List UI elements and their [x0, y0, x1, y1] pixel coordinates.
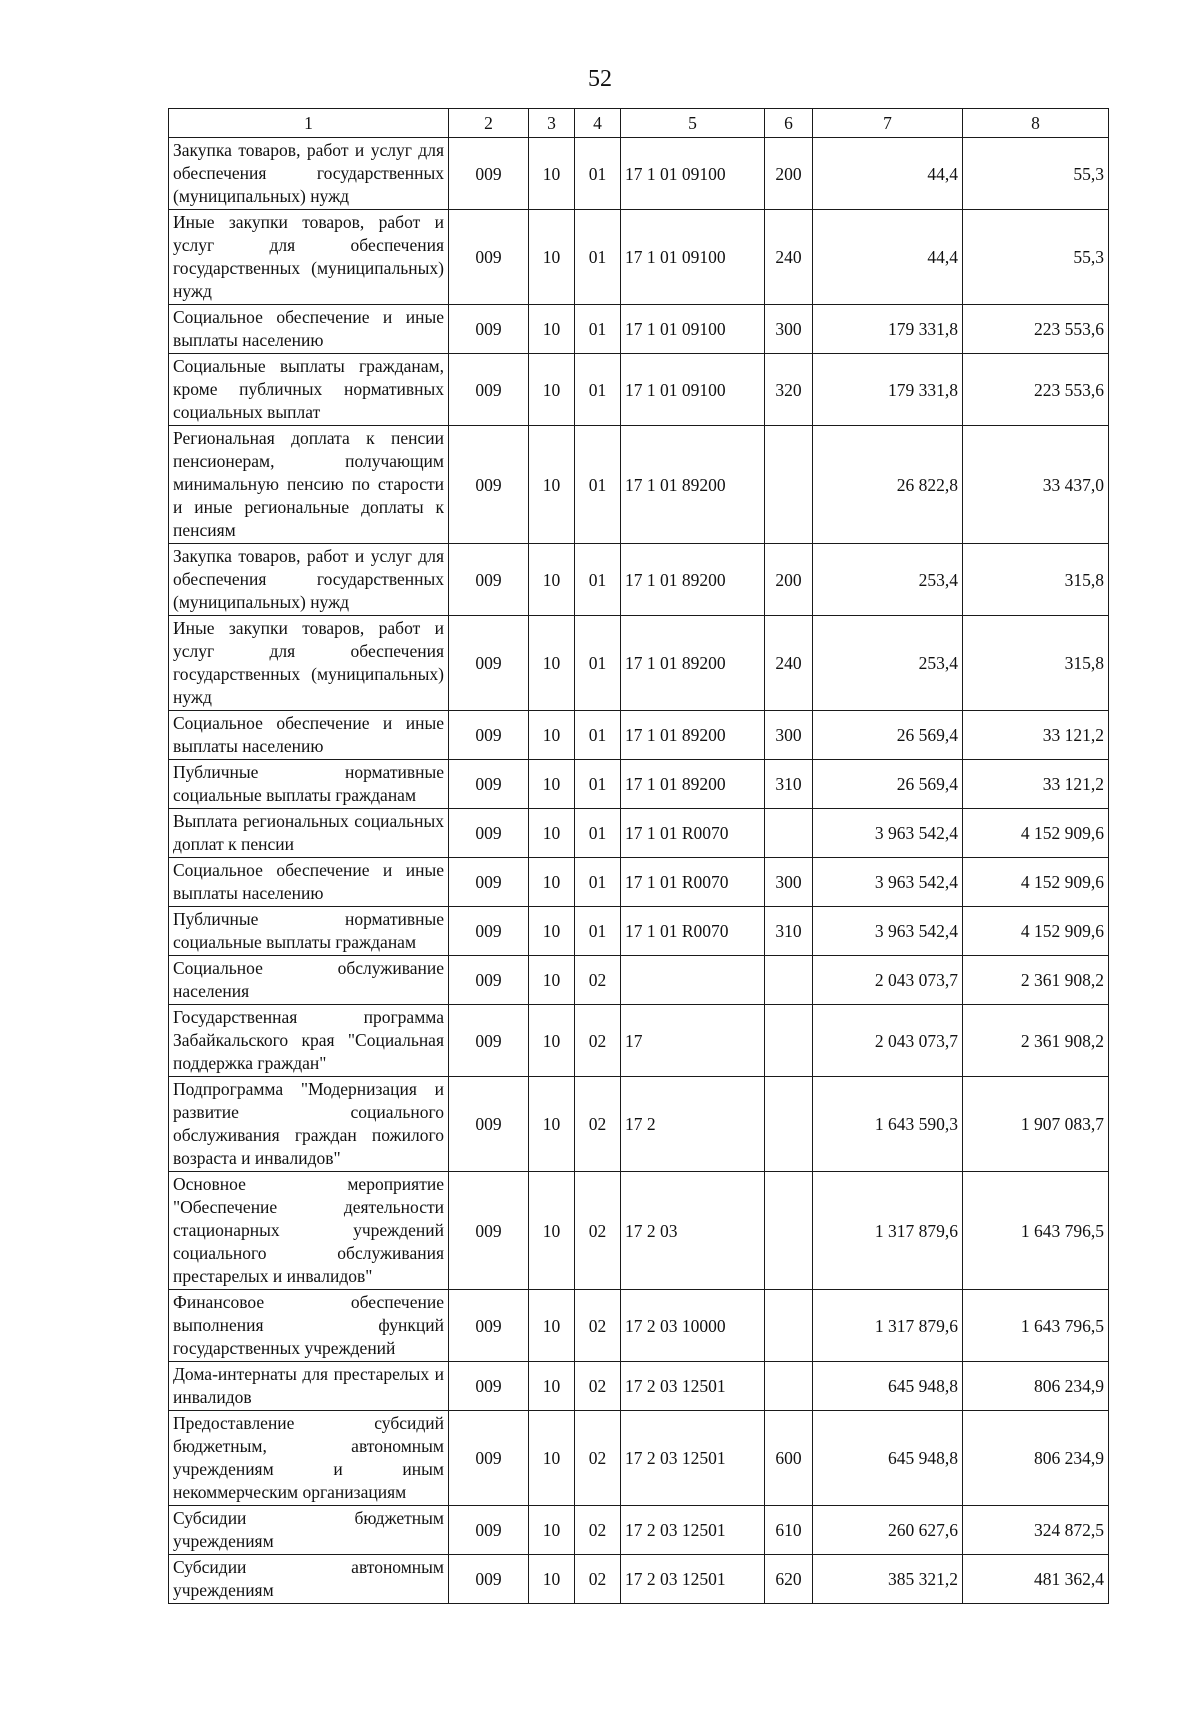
row-name-cell: Основное мероприятие "Обеспечение деятельности стационарных учреждений социального обслуживания престарелых и инвалидов" — [169, 1172, 449, 1290]
row-name-cell: Субсидии автономным учреждениям — [169, 1555, 449, 1604]
amount-cell: 253,4 — [813, 616, 963, 711]
ministry-code-cell: 009 — [449, 616, 529, 711]
subsection-code-cell: 02 — [575, 956, 621, 1005]
subsection-code-cell: 01 — [575, 858, 621, 907]
section-code-cell: 10 — [529, 616, 575, 711]
expense-type-cell — [765, 1005, 813, 1077]
subsection-code-cell: 01 — [575, 426, 621, 544]
amount-cell: 33 437,0 — [963, 426, 1109, 544]
amount-cell: 33 121,2 — [963, 760, 1109, 809]
subsection-code-cell: 01 — [575, 544, 621, 616]
amount-cell: 1 317 879,6 — [813, 1290, 963, 1362]
row-name-cell: Социальное обеспечение и иные выплаты населению — [169, 305, 449, 354]
subsection-code-cell: 02 — [575, 1362, 621, 1411]
expense-type-cell: 300 — [765, 858, 813, 907]
amount-cell: 806 234,9 — [963, 1411, 1109, 1506]
target-article-cell: 17 1 01 09100 — [621, 138, 765, 210]
ministry-code-cell: 009 — [449, 210, 529, 305]
amount-cell: 3 963 542,4 — [813, 907, 963, 956]
table-row — [169, 1077, 1109, 1172]
target-article-cell: 17 1 01 R0070 — [621, 858, 765, 907]
amount-cell: 179 331,8 — [813, 354, 963, 426]
section-code-cell: 10 — [529, 1077, 575, 1172]
amount-cell: 481 362,4 — [963, 1555, 1109, 1604]
target-article-cell: 17 1 01 R0070 — [621, 809, 765, 858]
amount-cell: 4 152 909,6 — [963, 809, 1109, 858]
ministry-code-cell: 009 — [449, 1172, 529, 1290]
section-code-cell: 10 — [529, 1555, 575, 1604]
table-row — [169, 138, 1109, 210]
table-header-row — [169, 109, 1109, 138]
row-name-cell: Социальное обеспечение и иные выплаты населению — [169, 858, 449, 907]
table-row — [169, 616, 1109, 711]
amount-cell: 26 822,8 — [813, 426, 963, 544]
table-row — [169, 354, 1109, 426]
amount-cell: 806 234,9 — [963, 1362, 1109, 1411]
subsection-code-cell: 01 — [575, 354, 621, 426]
amount-cell: 44,4 — [813, 210, 963, 305]
expense-type-cell: 600 — [765, 1411, 813, 1506]
amount-cell: 179 331,8 — [813, 305, 963, 354]
row-name-cell: Предоставление субсидий бюджетным, автономным учреждениям и иным некоммерческим организациям — [169, 1411, 449, 1506]
amount-cell: 26 569,4 — [813, 760, 963, 809]
amount-cell: 2 361 908,2 — [963, 1005, 1109, 1077]
amount-cell: 4 152 909,6 — [963, 858, 1109, 907]
ministry-code-cell: 009 — [449, 1362, 529, 1411]
section-code-cell: 10 — [529, 1172, 575, 1290]
table-row — [169, 711, 1109, 760]
row-name-cell: Социальные выплаты гражданам, кроме публичных нормативных социальных выплат — [169, 354, 449, 426]
amount-cell: 223 553,6 — [963, 305, 1109, 354]
row-name-cell: Публичные нормативные социальные выплаты гражданам — [169, 907, 449, 956]
target-article-cell: 17 1 01 89200 — [621, 616, 765, 711]
subsection-code-cell: 01 — [575, 305, 621, 354]
table-row — [169, 956, 1109, 1005]
amount-cell: 3 963 542,4 — [813, 858, 963, 907]
table-row — [169, 1005, 1109, 1077]
table-row — [169, 1555, 1109, 1604]
table-row — [169, 760, 1109, 809]
amount-cell: 26 569,4 — [813, 711, 963, 760]
target-article-cell: 17 1 01 89200 — [621, 711, 765, 760]
row-name-cell: Финансовое обеспечение выполнения функций государственных учреждений — [169, 1290, 449, 1362]
ministry-code-cell: 009 — [449, 354, 529, 426]
target-article-cell: 17 2 03 — [621, 1172, 765, 1290]
subsection-code-cell: 01 — [575, 907, 621, 956]
target-article-cell: 17 1 01 09100 — [621, 305, 765, 354]
expense-type-cell: 300 — [765, 711, 813, 760]
amount-cell: 1 643 796,5 — [963, 1172, 1109, 1290]
subsection-code-cell: 01 — [575, 809, 621, 858]
section-code-cell: 10 — [529, 809, 575, 858]
ministry-code-cell: 009 — [449, 711, 529, 760]
column-header: 8 — [963, 109, 1109, 138]
expense-type-cell: 200 — [765, 544, 813, 616]
target-article-cell: 17 2 03 12501 — [621, 1411, 765, 1506]
expense-type-cell — [765, 956, 813, 1005]
column-header: 1 — [169, 109, 449, 138]
amount-cell: 1 317 879,6 — [813, 1172, 963, 1290]
expense-type-cell — [765, 1077, 813, 1172]
table-row — [169, 305, 1109, 354]
row-name-cell: Дома-интернаты для престарелых и инвалидов — [169, 1362, 449, 1411]
row-name-cell: Иные закупки товаров, работ и услуг для обеспечения государственных (муниципальных) нужд — [169, 210, 449, 305]
expense-type-cell — [765, 1172, 813, 1290]
ministry-code-cell: 009 — [449, 1555, 529, 1604]
amount-cell: 55,3 — [963, 138, 1109, 210]
amount-cell: 44,4 — [813, 138, 963, 210]
section-code-cell: 10 — [529, 858, 575, 907]
column-header: 6 — [765, 109, 813, 138]
section-code-cell: 10 — [529, 426, 575, 544]
ministry-code-cell: 009 — [449, 138, 529, 210]
expense-type-cell — [765, 1362, 813, 1411]
expense-type-cell — [765, 809, 813, 858]
table-row — [169, 426, 1109, 544]
amount-cell: 315,8 — [963, 544, 1109, 616]
ministry-code-cell: 009 — [449, 760, 529, 809]
table-row — [169, 858, 1109, 907]
subsection-code-cell: 02 — [575, 1555, 621, 1604]
target-article-cell: 17 1 01 09100 — [621, 354, 765, 426]
target-article-cell: 17 2 03 12501 — [621, 1362, 765, 1411]
target-article-cell: 17 2 03 12501 — [621, 1555, 765, 1604]
ministry-code-cell: 009 — [449, 1506, 529, 1555]
section-code-cell: 10 — [529, 1290, 575, 1362]
column-header: 3 — [529, 109, 575, 138]
subsection-code-cell: 02 — [575, 1506, 621, 1555]
table-row — [169, 907, 1109, 956]
column-header: 7 — [813, 109, 963, 138]
page-number: 52 — [588, 66, 612, 92]
section-code-cell: 10 — [529, 138, 575, 210]
amount-cell: 4 152 909,6 — [963, 907, 1109, 956]
row-name-cell: Подпрограмма "Модернизация и развитие социального обслуживания граждан пожилого возраста и инвалидов" — [169, 1077, 449, 1172]
target-article-cell: 17 2 03 10000 — [621, 1290, 765, 1362]
subsection-code-cell: 01 — [575, 616, 621, 711]
ministry-code-cell: 009 — [449, 907, 529, 956]
amount-cell: 260 627,6 — [813, 1506, 963, 1555]
row-name-cell: Государственная программа Забайкальского края "Социальная поддержка граждан" — [169, 1005, 449, 1077]
section-code-cell: 10 — [529, 907, 575, 956]
amount-cell: 324 872,5 — [963, 1506, 1109, 1555]
ministry-code-cell: 009 — [449, 1005, 529, 1077]
budget-table — [168, 108, 1109, 1604]
subsection-code-cell: 01 — [575, 760, 621, 809]
column-header: 5 — [621, 109, 765, 138]
ministry-code-cell: 009 — [449, 426, 529, 544]
section-code-cell: 10 — [529, 210, 575, 305]
amount-cell: 2 043 073,7 — [813, 1005, 963, 1077]
expense-type-cell: 320 — [765, 354, 813, 426]
expense-type-cell — [765, 426, 813, 544]
column-header: 4 — [575, 109, 621, 138]
table-row — [169, 544, 1109, 616]
table-row — [169, 1411, 1109, 1506]
ministry-code-cell: 009 — [449, 956, 529, 1005]
expense-type-cell: 620 — [765, 1555, 813, 1604]
amount-cell: 645 948,8 — [813, 1411, 963, 1506]
amount-cell: 2 043 073,7 — [813, 956, 963, 1005]
section-code-cell: 10 — [529, 1005, 575, 1077]
ministry-code-cell: 009 — [449, 1077, 529, 1172]
row-name-cell: Закупка товаров, работ и услуг для обеспечения государственных (муниципальных) нужд — [169, 138, 449, 210]
table-row — [169, 809, 1109, 858]
amount-cell: 385 321,2 — [813, 1555, 963, 1604]
section-code-cell: 10 — [529, 354, 575, 426]
ministry-code-cell: 009 — [449, 544, 529, 616]
subsection-code-cell: 02 — [575, 1172, 621, 1290]
table-body — [169, 138, 1109, 1604]
subsection-code-cell: 02 — [575, 1290, 621, 1362]
target-article-cell: 17 1 01 09100 — [621, 210, 765, 305]
target-article-cell — [621, 956, 765, 1005]
amount-cell: 2 361 908,2 — [963, 956, 1109, 1005]
section-code-cell: 10 — [529, 1506, 575, 1555]
amount-cell: 33 121,2 — [963, 711, 1109, 760]
section-code-cell: 10 — [529, 305, 575, 354]
subsection-code-cell: 02 — [575, 1005, 621, 1077]
section-code-cell: 10 — [529, 760, 575, 809]
row-name-cell: Выплата региональных социальных доплат к пенсии — [169, 809, 449, 858]
target-article-cell: 17 2 03 12501 — [621, 1506, 765, 1555]
target-article-cell: 17 1 01 R0070 — [621, 907, 765, 956]
section-code-cell: 10 — [529, 956, 575, 1005]
amount-cell: 253,4 — [813, 544, 963, 616]
expense-type-cell: 310 — [765, 760, 813, 809]
expense-type-cell: 310 — [765, 907, 813, 956]
ministry-code-cell: 009 — [449, 809, 529, 858]
subsection-code-cell: 01 — [575, 138, 621, 210]
row-name-cell: Иные закупки товаров, работ и услуг для обеспечения государственных (муниципальных) нужд — [169, 616, 449, 711]
table-row — [169, 1290, 1109, 1362]
expense-type-cell: 300 — [765, 305, 813, 354]
row-name-cell: Закупка товаров, работ и услуг для обеспечения государственных (муниципальных) нужд — [169, 544, 449, 616]
amount-cell: 3 963 542,4 — [813, 809, 963, 858]
subsection-code-cell: 02 — [575, 1411, 621, 1506]
subsection-code-cell: 01 — [575, 711, 621, 760]
amount-cell: 55,3 — [963, 210, 1109, 305]
table-row — [169, 210, 1109, 305]
row-name-cell: Публичные нормативные социальные выплаты гражданам — [169, 760, 449, 809]
subsection-code-cell: 02 — [575, 1077, 621, 1172]
ministry-code-cell: 009 — [449, 305, 529, 354]
ministry-code-cell: 009 — [449, 858, 529, 907]
column-header: 2 — [449, 109, 529, 138]
table-row — [169, 1172, 1109, 1290]
amount-cell: 645 948,8 — [813, 1362, 963, 1411]
expense-type-cell — [765, 1290, 813, 1362]
amount-cell: 315,8 — [963, 616, 1109, 711]
row-name-cell: Субсидии бюджетным учреждениям — [169, 1506, 449, 1555]
section-code-cell: 10 — [529, 544, 575, 616]
amount-cell: 1 907 083,7 — [963, 1077, 1109, 1172]
expense-type-cell: 200 — [765, 138, 813, 210]
ministry-code-cell: 009 — [449, 1411, 529, 1506]
amount-cell: 1 643 796,5 — [963, 1290, 1109, 1362]
section-code-cell: 10 — [529, 711, 575, 760]
table-row — [169, 1506, 1109, 1555]
subsection-code-cell: 01 — [575, 210, 621, 305]
section-code-cell: 10 — [529, 1411, 575, 1506]
target-article-cell: 17 2 — [621, 1077, 765, 1172]
target-article-cell: 17 1 01 89200 — [621, 426, 765, 544]
target-article-cell: 17 1 01 89200 — [621, 760, 765, 809]
amount-cell: 1 643 590,3 — [813, 1077, 963, 1172]
row-name-cell: Социальное обеспечение и иные выплаты населению — [169, 711, 449, 760]
row-name-cell: Социальное обслуживание населения — [169, 956, 449, 1005]
target-article-cell: 17 — [621, 1005, 765, 1077]
amount-cell: 223 553,6 — [963, 354, 1109, 426]
table-row — [169, 1362, 1109, 1411]
expense-type-cell: 240 — [765, 616, 813, 711]
section-code-cell: 10 — [529, 1362, 575, 1411]
ministry-code-cell: 009 — [449, 1290, 529, 1362]
target-article-cell: 17 1 01 89200 — [621, 544, 765, 616]
row-name-cell: Региональная доплата к пенсии пенсионерам, получающим минимальную пенсию по старости и иные региональные доплаты к пенсиям — [169, 426, 449, 544]
expense-type-cell: 610 — [765, 1506, 813, 1555]
expense-type-cell: 240 — [765, 210, 813, 305]
